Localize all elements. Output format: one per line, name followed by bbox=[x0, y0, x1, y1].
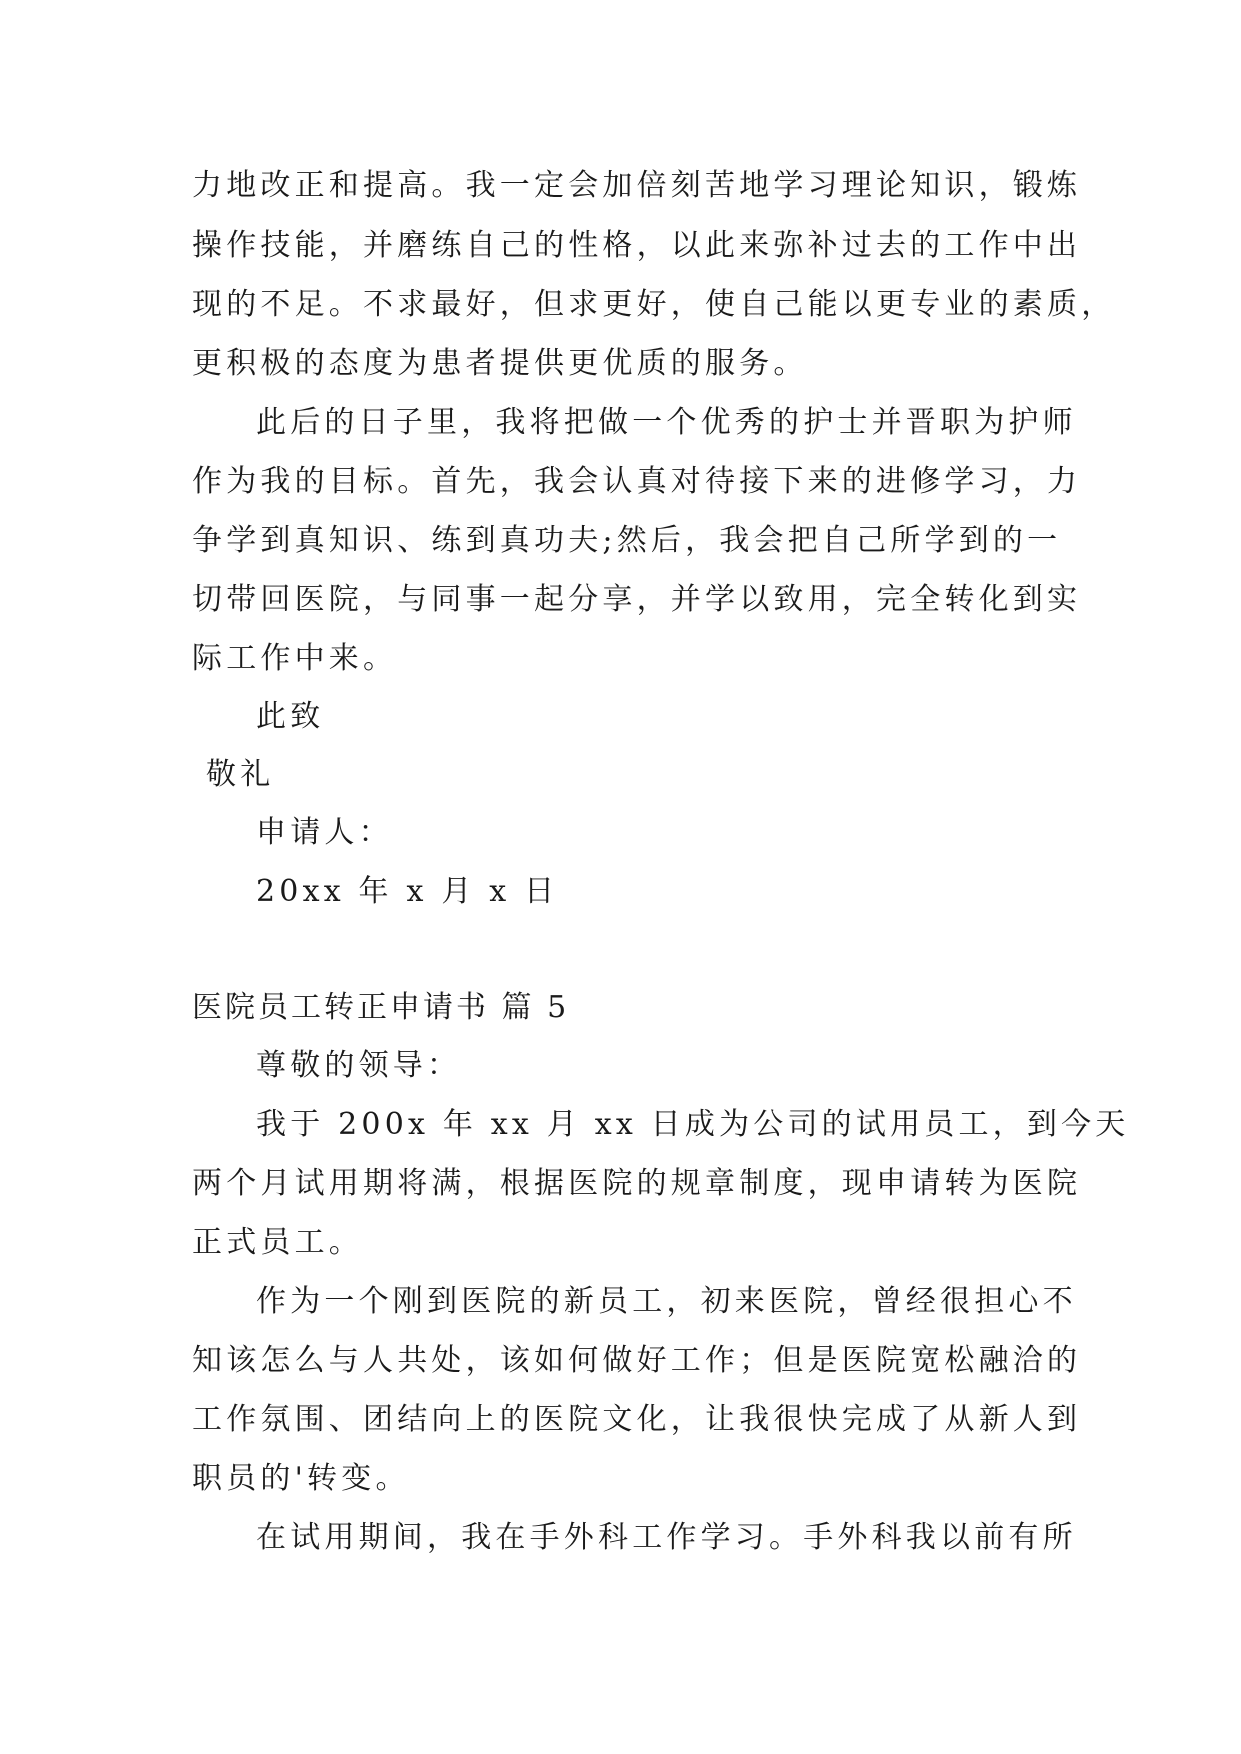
body-line: 力地改正和提高。我一定会加倍刻苦地学习理论知识，锻炼 bbox=[192, 168, 1082, 203]
paragraph-start: 在试用期间，我在手外科工作学习。手外科我以前有所 bbox=[256, 1520, 1077, 1555]
body-line: 正式员工。 bbox=[192, 1225, 363, 1260]
body-line: 工作氛围、团结向上的医院文化，让我很快完成了从新人到 bbox=[192, 1402, 1082, 1437]
paragraph-start: 此后的日子里，我将把做一个优秀的护士并晋职为护师 bbox=[256, 405, 1077, 440]
body-line: 更积极的态度为患者提供更优质的服务。 bbox=[192, 346, 808, 381]
closing-greeting: 此致 bbox=[256, 699, 325, 734]
body-line: 操作技能，并磨练自己的性格，以此来弥补过去的工作中出 bbox=[192, 228, 1082, 263]
applicant-label: 申请人： bbox=[256, 815, 393, 850]
body-line: 切带回医院，与同事一起分享，并学以致用，完全转化到实 bbox=[192, 582, 1082, 617]
body-line: 现的不足。不求最好，但求更好，使自己能以更专业的素质， bbox=[192, 287, 1116, 322]
body-line: 知该怎么与人共处，该如何做好工作；但是医院宽松融洽的 bbox=[192, 1343, 1082, 1378]
body-line: 际工作中来。 bbox=[192, 641, 398, 676]
body-line: 两个月试用期将满，根据医院的规章制度，现申请转为医院 bbox=[192, 1166, 1082, 1201]
paragraph-start: 作为一个刚到医院的新员工，初来医院，曾经很担心不 bbox=[256, 1284, 1077, 1319]
closing-salute: 敬礼 bbox=[206, 757, 275, 792]
salutation: 尊敬的领导： bbox=[256, 1048, 462, 1083]
body-line: 争学到真知识、练到真功夫;然后，我会把自己所学到的一 bbox=[192, 523, 1062, 558]
body-line: 作为我的目标。首先，我会认真对待接下来的进修学习，力 bbox=[192, 464, 1082, 499]
paragraph-start: 我于 200x 年 xx 月 xx 日成为公司的试用员工，到今天 bbox=[256, 1107, 1130, 1142]
date-line: 20xx 年 x 月 x 日 bbox=[256, 874, 559, 909]
section-title: 医院员工转正申请书 篇 5 bbox=[192, 990, 570, 1025]
body-line: 职员的'转变。 bbox=[192, 1461, 410, 1496]
